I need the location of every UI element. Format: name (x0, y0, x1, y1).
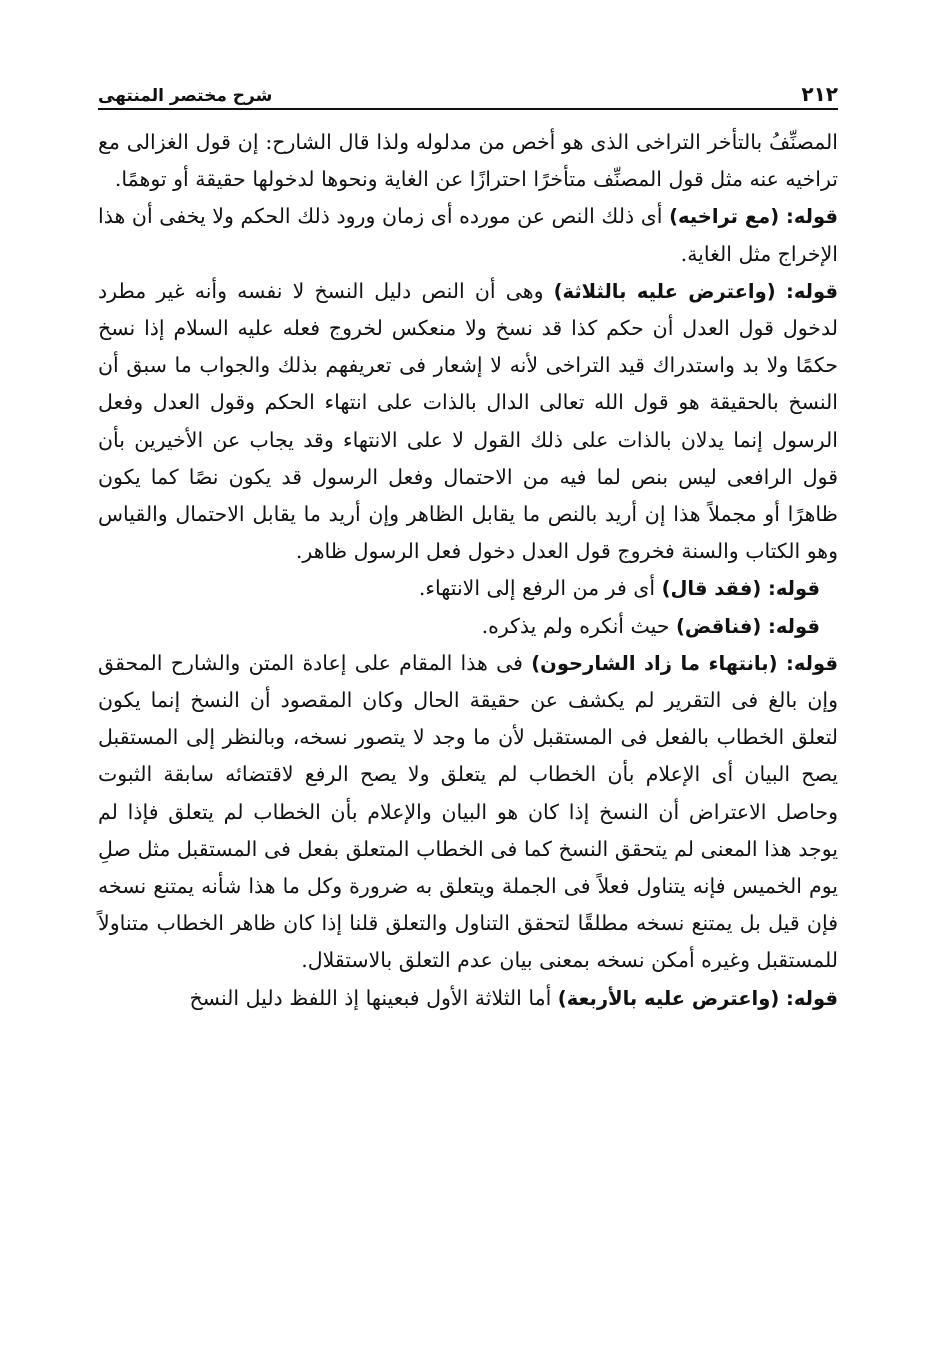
commentary-lemma: قوله: (مع تراخيه) (669, 205, 838, 229)
commentary-lemma: قوله: (فقد قال) (661, 577, 820, 601)
paragraph-text: وهى أن النص دليل النسخ لا نفسه وأنه غير مطرد لدخول قول العدل أن حكم كذا قد نسخ ولا منعكس لخروج فعله عليه السلام إذا نسخ حكمًا ولا بد واستدراك قيد التراخى لأنه لا إشعار فى تعريفهم بذلك والجواب ما سبق أن النسخ بالحقيقة هو قول الله تعالى الدال بالذات على انتهاء الحكم وقول العدل وفعل الرسول إنما يدلان بالذات على ذلك القول لا على الانتهاء وقد يجاب عن الأخيرين بأن قول الرافعى ليس بنص لما فيه من الاحتمال وفعل الرسول قد يكون نصًا كما يكون ظاهرًا أو مجملاً هذا إن أريد بالنص ما يقابل الظاهر وإن أريد ما يقابل الاحتمال والقياس وهو الكتاب والسنة فخروج قول العدل دخول فعل الرسول ظاهر. (98, 278, 838, 564)
paragraph (98, 273, 838, 571)
page-header (98, 70, 838, 110)
paragraph (98, 608, 838, 645)
body-text (98, 124, 838, 1017)
document-page (98, 70, 838, 1017)
paragraph-text: فى هذا المقام على إعادة المتن والشارح المحقق وإن بالغ فى التقرير لم يكشف عن حقيقة الحال وكان المقصود أن النسخ إنما يكون لتعلق الخطاب بالفعل فى المستقبل لأن ما وجد لا يتصور نسخه، وبالنظر إلى المستقبل يصح البيان أى الإعلام بأن الخطاب لم يتعلق ولا يصح الرفع لاقتضائه سابقة الثبوت وحاصل الاعتراض أن النسخ إذا كان هو البيان والإعلام بأن الخطاب لم يتعلق فإذا لم يوجد هذا المعنى لم يتحقق النسخ كما فى الخطاب المتعلق بفعل فى المستقبل مثل صلِ يوم الخميس فإنه يتناول فعلاً فى الجملة ويتعلق به ضرورة وكل ما هذا شأنه يمتنع نسخه فإن قيل بل يمتنع نسخه مطلقًا لتحقق التناول والتعلق قلنا إذا كان ظاهر الخطاب متناولاً للمستقبل وغيره أمكن نسخه بمعنى بيان عدم التعلق بالاستقلال. (98, 650, 838, 973)
paragraph (98, 645, 838, 980)
paragraph (98, 124, 838, 198)
commentary-lemma: قوله: (فناقض) (676, 614, 820, 638)
paragraph-text: المصنِّفُ بالتأخر التراخى الذى هو أخص من مدلوله ولذا قال الشارح: إن قول الغزالى مع تراخيه عنه مثل قول المصنِّف متأخرًا احترازًا عن الغاية ونحوها لدخولها حقيقة أو توهمًا. (98, 130, 838, 192)
running-title: شرح مختصر المنتهى (98, 86, 273, 106)
page-number: ٢١٢ (801, 82, 838, 106)
paragraph-text: أى فر من الرفع إلى الانتهاء. (418, 576, 662, 601)
paragraph-text: حيث أنكره ولم يذكره. (481, 613, 677, 638)
paragraph (98, 570, 838, 607)
paragraph-text: أما الثلاثة الأول فبعينها إذ اللفظ دليل النسخ (189, 985, 558, 1010)
paragraph (98, 198, 838, 272)
commentary-lemma: قوله: (واعترض عليه بالثلاثة) (553, 279, 838, 303)
paragraph-text: أى ذلك النص عن مورده أى زمان ورود ذلك الحكم ولا يخفى أن هذا الإخراج مثل الغاية. (98, 204, 838, 266)
commentary-lemma: قوله: (بانتهاء ما زاد الشارحون) (531, 651, 838, 675)
commentary-lemma: قوله: (واعترض عليه بالأربعة) (557, 986, 838, 1010)
paragraph (98, 980, 838, 1017)
